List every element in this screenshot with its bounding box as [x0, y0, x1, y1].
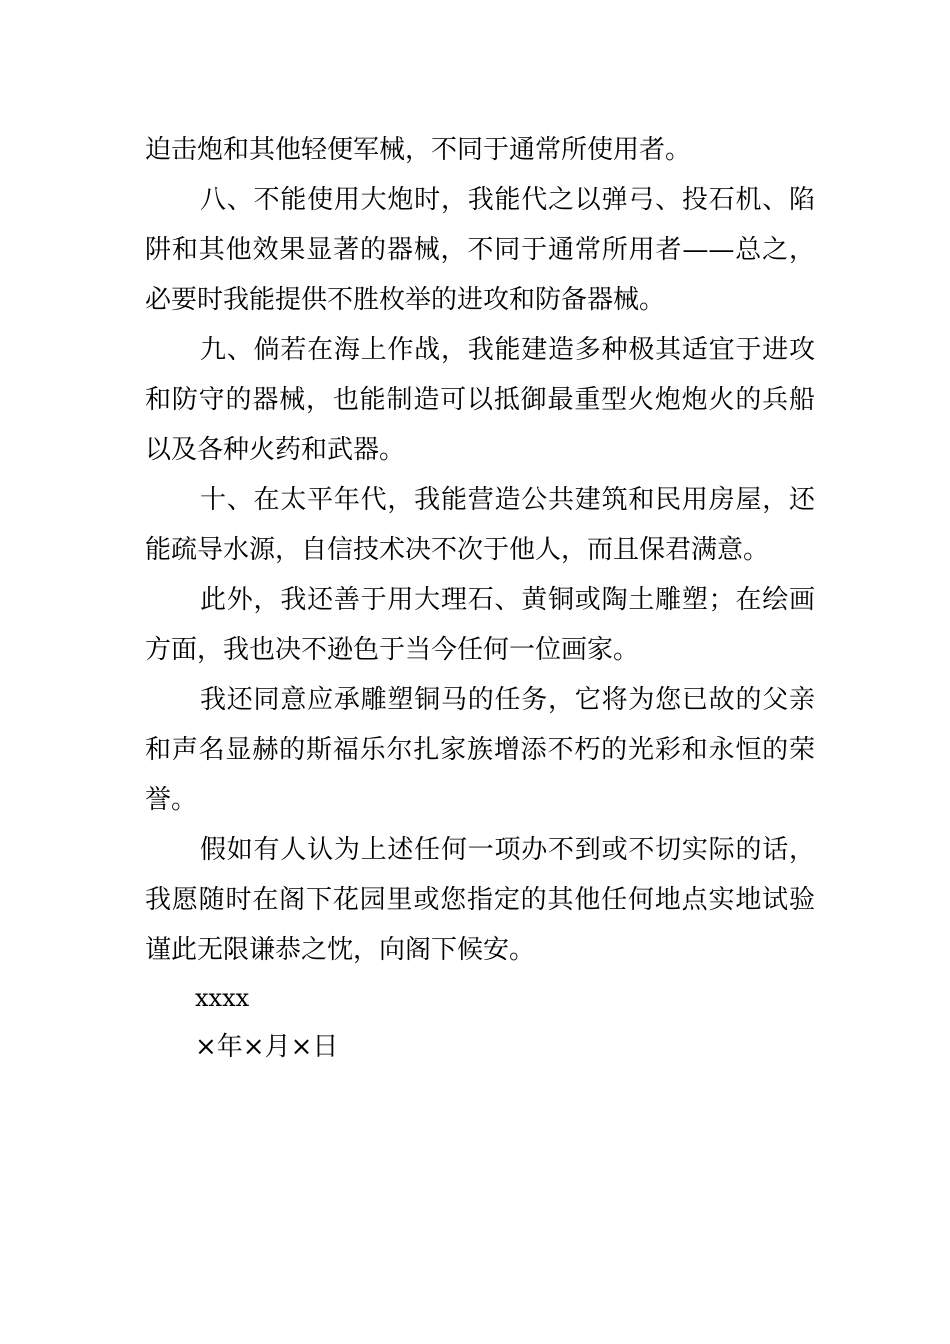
text-line: 和声名显赫的斯福乐尔扎家族增添不朽的光彩和永恒的荣 — [145, 735, 815, 765]
text-line: 能疏导水源，自信技术决不次于他人，而且保君满意。 — [145, 535, 770, 565]
text-line: 誉。 — [145, 785, 198, 815]
text-line: 阱和其他效果显著的器械，不同于通常所用者——总之， — [145, 235, 815, 265]
text-line: 假如有人认为上述任何一项办不到或不切实际的话， — [200, 835, 815, 865]
text-line: 此外，我还善于用大理石、黄铜或陶土雕塑；在绘画 — [200, 585, 815, 615]
text-line: 迫击炮和其他轻便军械，不同于通常所使用者。 — [145, 135, 692, 165]
signature: xxxx — [195, 984, 250, 1012]
text-line: 八、不能使用大炮时，我能代之以弹弓、投石机、陷 — [200, 185, 815, 215]
text-line: 我愿随时在阁下花园里或您指定的其他任何地点实地试验 — [145, 885, 815, 915]
text-line: 十、在太平年代，我能营造公共建筑和民用房屋，还 — [200, 485, 815, 515]
text-line: 我还同意应承雕塑铜马的任务，它将为您已故的父亲 — [200, 685, 815, 715]
text-line: 必要时我能提供不胜枚举的进攻和防备器械。 — [145, 285, 666, 315]
text-line: 和防守的器械，也能制造可以抵御最重型火炮炮火的兵船 — [145, 385, 815, 415]
text-line: 方面，我也决不逊色于当今任何一位画家。 — [145, 635, 640, 665]
text-line: 九、倘若在海上作战，我能建造多种极其适宜于进攻 — [200, 335, 815, 365]
text-line: 以及各种火药和武器。 — [145, 435, 406, 465]
date-line: ×年×月×日 — [195, 1032, 339, 1062]
text-line: 谨此无限谦恭之忱，向阁下候安。 — [145, 935, 536, 965]
